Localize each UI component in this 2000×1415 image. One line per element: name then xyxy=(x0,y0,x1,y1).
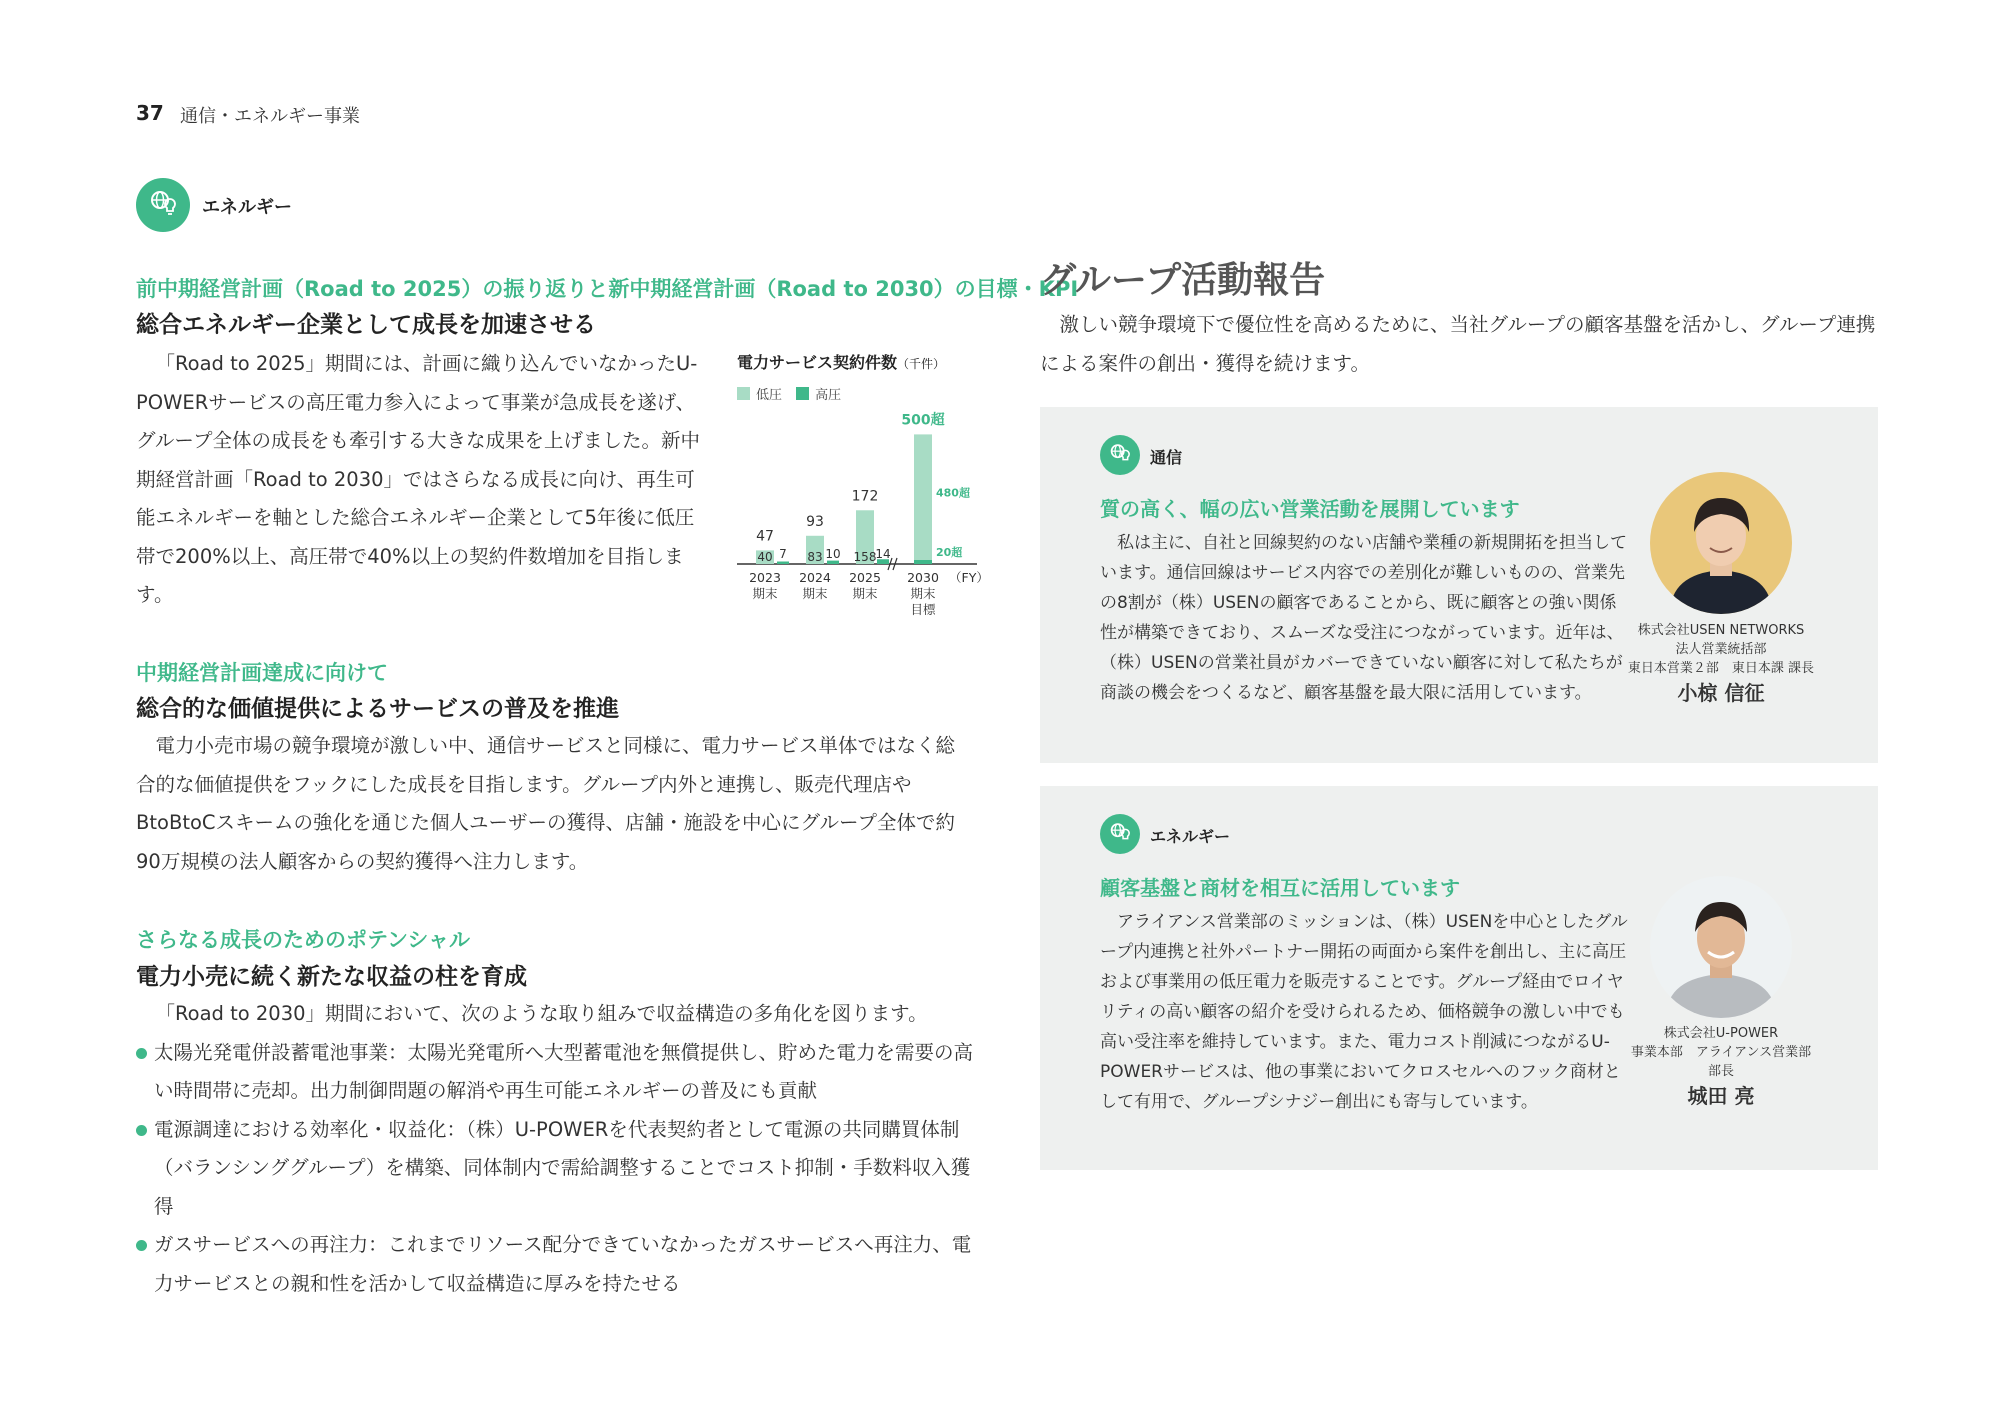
avatar xyxy=(1650,472,1792,614)
company-name: 株式会社U-POWER xyxy=(1663,1026,1779,1041)
sec2-paragraph xyxy=(136,727,974,881)
sec3-body xyxy=(136,995,974,1303)
sec1-kicker: 前中期経営計画（Road to 2025）の振り返りと新中期経営計画（Road to 2030）の目標・KPI xyxy=(136,277,1079,301)
department: 事業本部 アライアンス営業部 xyxy=(1630,1045,1812,1060)
group-intro xyxy=(1040,306,1882,383)
contract-chart xyxy=(737,350,999,630)
sec2-heading: 総合的な価値提供によるサービスの普及を推進 xyxy=(136,696,619,722)
chart-unit: （千件） xyxy=(897,357,946,371)
energy-label: エネルギー xyxy=(202,197,292,218)
chart-title: 電力サービス契約件数 xyxy=(737,353,898,372)
bar-total-label: 172 xyxy=(851,488,879,505)
person-name: 小椋 信征 xyxy=(1677,681,1765,705)
page-number: 37 xyxy=(136,101,164,125)
section-name: 通信・エネルギー事業 xyxy=(180,106,360,127)
panel-tag: 通信 xyxy=(1150,448,1183,467)
group-intro-text: 激しい競争環境下で優位性を高めるために、当社グループの顧客基盤を活かし、グループ連携による案件の創出・獲得を続けます。 xyxy=(1040,313,1876,375)
bar-low-label: 480超 xyxy=(936,486,970,500)
bar-high xyxy=(827,561,839,564)
bar-low-label: 158 xyxy=(853,550,877,564)
panel-body xyxy=(1100,907,1630,1117)
sec1-heading: 総合エネルギー企業として成長を加速させる xyxy=(136,312,596,338)
energy-icon xyxy=(136,178,190,232)
bar-high-label: 14 xyxy=(875,547,891,561)
chart-plot xyxy=(737,350,999,630)
legend-high: 高圧 xyxy=(796,388,841,403)
panel-body xyxy=(1100,528,1630,708)
bar-high xyxy=(914,560,932,564)
person-name: 城田 亮 xyxy=(1687,1084,1755,1108)
panel-body-text: アライアンス営業部のミッションは、（株）USENを中心としたグループ内連携と社外パートナー開拓の両面から案件を創出し、主に高圧および事業用の低圧電力を販売することです。グループ経由でロイヤリティの高い顧客の紹介を受けられるため、価格競争の激しい中でも高い受注率を維持しています。また、電力コスト削減につながるU-POWERサービスは、他の事業においてクロスセルへのフック商材として有用で、グループシナジー創出にも寄与しています。 xyxy=(1100,912,1628,1112)
person-caption xyxy=(1600,621,1842,703)
panel-tag: エネルギー xyxy=(1150,827,1231,846)
bar-total-label: 93 xyxy=(806,513,824,530)
x-tick-label: 2023 xyxy=(749,570,781,585)
bar-low-label: 83 xyxy=(807,550,823,564)
person-caption xyxy=(1600,1024,1842,1106)
x-tick-label: 2025 xyxy=(849,570,881,585)
x-tick-label: 期末 xyxy=(802,586,828,601)
sec2-paragraph-text: 電力小売市場の競争環境が激しい中、通信サービスと同様に、電力サービス単体ではなく総合的な価値提供をフックにした成長を目指します。グループ内外と連携し、販売代理店やBtoBtoCスキームの強化を通じた個人ユーザーの獲得、店舗・施設を中心にグループ全体で約90万規模の法人顧客からの契約獲得へ注力します。 xyxy=(136,734,956,873)
group-title: グループ活動報告 xyxy=(1040,260,1326,301)
bar-low-label: 40 xyxy=(757,550,773,564)
x-tick-label: 2024 xyxy=(799,570,831,585)
department: 法人営業統括部 xyxy=(1675,642,1767,657)
position: 東日本営業２部 東日本課 課長 xyxy=(1627,661,1815,676)
panel-body-text: 私は主に、自社と回線契約のない店舗や業種の新規開拓を担当しています。通信回線はサービス内容での差別化が難しいものの、営業先の8割が（株）USENの顧客であることから、既に顧客との強い関係性が構築できており、スムーズな受注につながっています。近年は、（株）USENの営業社員がカバーできていない顧客に対して私たちが商談の機会をつくるなど、顧客基盤を最大限に活用しています。 xyxy=(1100,533,1627,703)
panel-heading: 質の高く、幅の広い営業活動を展開しています xyxy=(1100,497,1520,521)
x-tick-label: 期末 xyxy=(852,586,878,601)
sec3-kicker: さらなる成長のためのポテンシャル xyxy=(136,928,471,952)
x-tick-label: 期末 xyxy=(910,586,936,601)
bar-high xyxy=(777,562,789,565)
panel-energy xyxy=(1040,786,1878,1170)
avatar xyxy=(1650,876,1792,1018)
bullet-item: 電源調達における効率化・収益化：（株）U-POWERを代表契約者として電源の共同購買体制（バランシンググループ）を構築、同体制内で需給調整することでコスト抑制・手数料収入獲得 xyxy=(136,1111,974,1227)
x-axis-unit: （FY） xyxy=(949,570,989,585)
x-tick-label: 2030 xyxy=(907,570,939,585)
sec3-heading: 電力小売に続く新たな収益の柱を育成 xyxy=(136,964,527,990)
bar-total-label: 47 xyxy=(756,528,774,545)
bullet-item: 太陽光発電併設蓄電池事業：太陽光発電所へ大型蓄電池を無償提供し、貯めた電力を需要の高い時間帯に売却。出力制御問題の解消や再生可能エネルギーの普及にも貢献 xyxy=(136,1034,974,1111)
bar-low xyxy=(914,434,932,564)
position: 部長 xyxy=(1707,1064,1734,1079)
bar-high-label: 7 xyxy=(779,547,787,561)
panel-telecom xyxy=(1040,407,1878,763)
bar-high-label: 20超 xyxy=(936,546,963,559)
x-tick-label: 目標 xyxy=(910,602,936,617)
bullet-item: ガスサービスへの再注力：これまでリソース配分できていなかったガスサービスへ再注力、電力サービスとの親和性を活かして収益構造に厚みを持たせる xyxy=(136,1226,974,1303)
sec3-intro: 「Road to 2030」期間において、次のような取り組みで収益構造の多角化を図ります。 xyxy=(155,1002,928,1025)
sec1-paragraph-text: 「Road to 2025」期間には、計画に織り込んでいなかったU-POWERサービスの高圧電力参入によって事業が急成長を遂げ、グループ全体の成長をも牽引する大きな成果を上げました。新中期経営計画「Road to 2030」ではさらなる成長に向け、再生可能エネルギーを軸とした総合エネルギー企業として5年後に低圧帯で200%以上、高圧帯で40%以上の契約件数増加を目指します。 xyxy=(136,352,700,606)
sec3-bullet-list xyxy=(136,1034,974,1304)
sec2-kicker: 中期経営計画達成に向けて xyxy=(136,661,388,685)
bar-high-label: 10 xyxy=(825,547,841,561)
legend-low: 低圧 xyxy=(737,388,782,403)
company-name: 株式会社USEN NETWORKS xyxy=(1637,623,1805,638)
panel-heading: 顧客基盤と商材を相互に活用しています xyxy=(1100,876,1460,900)
bar-total-label: 500超 xyxy=(901,412,945,429)
sec1-paragraph xyxy=(136,345,710,615)
telecom-icon xyxy=(1100,435,1140,475)
x-tick-label: 期末 xyxy=(752,586,778,601)
energy-icon xyxy=(1100,814,1140,854)
